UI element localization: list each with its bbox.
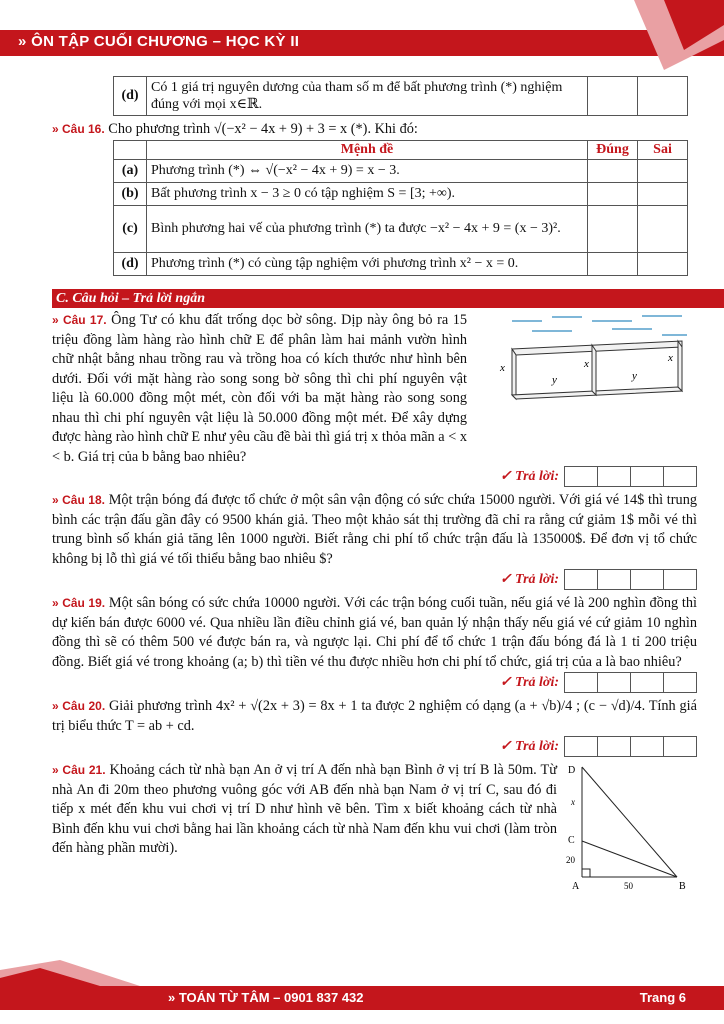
question-text: Giải phương trình 4x² + √(2x + 3) = 8x + 1 ta được 2 nghiệm có dạng (a + √b)/4 ; (c − √d)/4. Tính giá trị biểu thức T = ab + cd. [52,698,697,734]
statement-head: Mệnh đề [147,140,588,159]
question-number: » Câu 20. [52,699,106,713]
fig-label-x2: x [584,358,589,370]
segment-x-label: x [571,797,575,807]
question-20 [52,697,697,736]
question-21 [52,761,697,891]
true-cell[interactable] [588,159,638,182]
row-statement: Có 1 giá trị nguyên dương của tham số m để bất phương trình (*) nghiệm đúng với mọi x∈ℝ. [147,77,588,116]
question-text: Một trận bóng đá được tổ chức ở một sân vận động có sức chứa 15000 người. Với giá vé 14$ thì trung bình các trận đấu gần đây có 9500 khán giả. Theo một khảo sát thị trường đã chỉ ra rằng cứ giảm 1$ mỗi vé thì trung bình số khán giả tăng lên 1000 người. Biết rằng chi phí tổ chức trận đấu là 135000$. Để đơn vị tổ chức không bị lỗ thì giá vé tối thiểu bằng bao nhiêu $? [52,492,697,567]
blank-head [114,140,147,159]
answer-row [52,466,697,487]
fig-label-x3: x [668,352,673,364]
answer-row [52,736,697,757]
fig-label-y1: y [552,374,557,386]
header-title: » ÔN TẬP CUỐI CHƯƠNG – HỌC KỲ II [18,33,300,50]
question-18 [52,491,697,569]
question-19 [52,594,697,672]
question-16 [52,120,697,140]
fig-label-y2: y [632,370,637,382]
answer-label: ✓ Trả lời: [499,675,559,690]
question-17 [52,311,697,466]
point-b-label: B [679,881,686,891]
fig-label-x1: x [500,362,505,374]
row-label: (b) [114,182,147,205]
answer-label: ✓ Trả lời: [499,469,559,484]
question-number: » Câu 16. [52,122,105,136]
answer-boxes[interactable] [565,672,697,693]
short-answer-section [52,311,697,891]
row-label: (d) [114,252,147,275]
q16-table [113,140,688,276]
question-text: Cho phương trình √(−x² − 4x + 9) + 3 = x (*). Khi đó: [108,121,418,137]
answer-row [52,672,697,693]
true-cell[interactable] [588,182,638,205]
q15-table-tail [113,76,688,116]
false-head: Sai [638,140,688,159]
segment-ab-label: 50 [624,881,633,891]
row-label: (d) [114,77,147,116]
page-content [52,74,697,276]
true-cell[interactable] [588,77,638,116]
question-text: Ông Tư có khu đất trống dọc bờ sông. Dịp này ông bỏ ra 15 triệu đồng làm hàng rào hình chữ E để phân làm hai mảnh vườn hình chữ nhật bằng nhau trồng rau và trồng hoa có kích thước như hình bên dưới. Đối với mặt hàng rào song song bờ sông thì chi phí nguyên vật liệu là 60.000 đồng một mét, còn đối với ba mặt hàng rào song song nhau thì chi phí nguyên vật liệu là 50.000 đồng một mét. Để xây dựng được hàng rào hình chữ E như yêu cầu đề bài thì giá trị x thỏa mãn a < x < b. Giá trị của b bằng bao nhiêu? [52,312,468,465]
row-label: (c) [114,205,147,252]
row-statement: Bất phương trình x − 3 ≥ 0 có tập nghiệm S = [3; +∞). [147,182,588,205]
row-label: (a) [114,159,147,182]
answer-boxes[interactable] [565,466,697,487]
true-cell[interactable] [588,252,638,275]
footer-contact: » TOÁN TỪ TÂM – 0901 837 432 [168,990,364,1005]
false-cell[interactable] [638,252,688,275]
question-text: Một sân bóng có sức chứa 10000 người. Với các trận bóng cuối tuần, nếu giá vé là 200 nghìn đồng thì dự kiến bán được 6000 vé. Qua nhiều lần điều chỉnh giá vé, ban quản lý nhận thấy nếu giá vé cứ giảm 10 nghìn đồng thì sẽ có thêm 500 vé được bán ra, và ngược lại. Chi phí để tổ chức 1 trận đấu bóng đá là 1 tỉ 200 triệu đồng. Biết giá vé trong khoảng (a; b) thì tiền vé thu được nhiều hơn chi phí tổ chức, giá trị của a là bao nhiêu? [52,595,698,670]
segment-ac-label: 20 [566,855,575,865]
question-number: » Câu 17. [52,313,107,327]
false-cell[interactable] [638,159,688,182]
question-number: » Câu 21. [52,763,106,777]
answer-row [52,569,697,590]
answer-boxes[interactable] [565,736,697,757]
true-cell[interactable] [588,205,638,252]
false-cell[interactable] [638,182,688,205]
question-number: » Câu 19. [52,596,106,610]
true-head: Đúng [588,140,638,159]
answer-boxes[interactable] [565,569,697,590]
section-title: C. Câu hỏi – Trả lời ngắn [52,289,724,308]
question-text: Khoảng cách từ nhà bạn An ở vị trí A đến nhà bạn Bình ở vị trí B là 50m. Từ nhà An đi 20m theo phương vuông góc với AB đến nhà bạn Nam ở vị trí C, sau đó đi tiếp x mét đến khu vui chơi vị trí D như hình vẽ bên. Tìm x biết khoảng cách từ nhà Bình đến khu vui chơi bằng hai lần khoảng cách từ nhà Nam đến khu vui chơi (làm tròn đến hàng phần mười). [52,762,557,856]
point-d-label: D [568,765,576,776]
row-statement: Phương trình (*) ⇔ √(−x² − 4x + 9) = x − 3. [147,159,588,182]
point-c-label: C [568,835,575,846]
fence-figure [492,311,692,407]
false-cell[interactable] [638,205,688,252]
row-statement: Bình phương hai vế của phương trình (*) ta được −x² − 4x + 9 = (x − 3)². [147,205,588,252]
triangle-figure [562,761,697,891]
point-a-label: A [572,881,580,891]
page-number: Trang 6 [639,990,686,1005]
question-number: » Câu 18. [52,493,105,507]
answer-label: ✓ Trả lời: [499,572,559,587]
footer-bar [0,986,724,1010]
false-cell[interactable] [638,77,688,116]
answer-label: ✓ Trả lời: [499,739,559,754]
row-statement: Phương trình (*) có cùng tập nghiệm với phương trình x² − x = 0. [147,252,588,275]
corner-decoration [604,0,724,70]
